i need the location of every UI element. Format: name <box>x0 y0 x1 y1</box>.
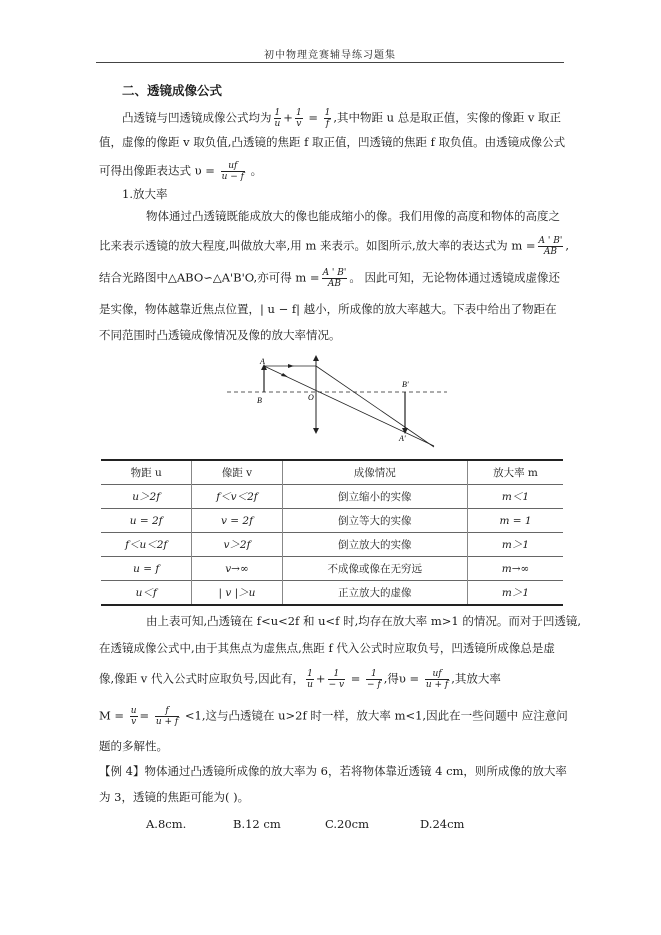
table-cell: f＜u＜2f <box>101 533 192 557</box>
table-header: 成像情况 <box>282 460 467 485</box>
table-header: 放大率 m <box>468 460 564 485</box>
subsection-heading: 1.放大率 <box>122 187 168 201</box>
para2-line1: 物体通过凸透镜既能成放大的像也能成缩小的像。我们用像的高度和物体的高度之 <box>146 209 560 223</box>
fraction: $\frac{1}{u}$ <box>274 108 281 129</box>
fraction: $\frac{f}{u + f}$ <box>155 706 179 727</box>
table-cell: m = 1 <box>468 509 564 533</box>
lens-ray-diagram <box>222 355 452 450</box>
table-row <box>101 509 563 533</box>
table-cell: m→∞ <box>468 557 564 581</box>
para3-line2: 在透镜成像公式中,由于其焦点为虚焦点,焦距 f 代入公式时应取负号，凹透镜所成像总是虚 <box>99 641 555 655</box>
para3-line1: 由上表可知,凸透镜在 f<u<2f 和 u<f 时,均存在放大率 m>1 的情况。而对于凹透镜, <box>146 614 582 628</box>
running-header: 初中物理竞赛辅导练习题集 <box>264 50 396 61</box>
para2-line5: 不同范围时凸透镜成像情况及像的放大率情况。 <box>99 328 341 342</box>
para1-line1: 凸透镜与凹透镜成像公式均为 $\frac{1}{u}$ + $\frac{1}{v}$ = $\frac{1}{f}$ ,其中物距 u 总是取正值，实像的像距 v 取正 <box>122 108 562 129</box>
ray-arrow-1 <box>288 364 294 368</box>
ray-refracted <box>316 366 434 447</box>
section-heading: 二、透镜成像公式 <box>122 83 223 98</box>
para1-line3: 可得出像距表达式 υ = $\frac{uf}{u - f}$ 。 <box>99 161 263 182</box>
table-header-row <box>101 460 563 485</box>
table-cell: m＞1 <box>468 581 564 606</box>
fraction: $\frac{uf}{u - f}$ <box>221 161 244 182</box>
table-cell: | v |＞u <box>192 581 282 606</box>
table-header: 像距 v <box>192 460 282 485</box>
table-row <box>101 485 563 509</box>
label-A-prime: A' <box>399 434 406 443</box>
imaging-table <box>101 459 563 606</box>
label-A: A <box>260 357 265 366</box>
label-B: B <box>257 396 262 405</box>
table-cell: v = 2f <box>192 509 282 533</box>
table-cell: u = 2f <box>101 509 192 533</box>
table-header: 物距 u <box>101 460 192 485</box>
fraction: $\frac{1}{v}$ <box>295 108 302 129</box>
para2-line2: 比来表示透镜的放大程度,叫做放大率,用 m 来表示。如图所示,放大率的表达式为 m = $\frac{A ' B'}{AB}$ , <box>99 236 569 257</box>
table-row <box>101 581 563 606</box>
table-cell: u＞2f <box>101 485 192 509</box>
para3-line4: M = $\frac{u}{v}$ = $\frac{f}{u + f}$ <1,这与凸透镜在 u>2f 时一样，放大率 m<1,因此在一些问题中 应注意问 <box>99 706 568 727</box>
lens-top-arrow <box>313 355 319 361</box>
option-d: D.24cm <box>420 817 465 831</box>
fraction: $\frac{1}{- v}$ <box>328 669 345 690</box>
para3-line3: 像,像距 v 代入公式时应取负号,因此有， $\frac{1}{u}$ + $\frac{1}{- v}$ = $\frac{1}{- f}$ ,得υ = $\frac{uf}{u + f}$ ,其放大率 <box>99 669 501 690</box>
fraction: $\frac{1}{f}$ <box>324 108 331 129</box>
ray-center <box>264 366 434 446</box>
table-cell: 不成像或像在无穷远 <box>282 557 467 581</box>
table-row <box>101 533 563 557</box>
fraction: $\frac{1}{u}$ <box>307 669 313 690</box>
table-cell: f＜v＜2f <box>192 485 282 509</box>
fraction: $\frac{uf}{u + f}$ <box>425 669 449 690</box>
option-c: C.20cm <box>325 817 370 831</box>
table-cell: v＞2f <box>192 533 282 557</box>
table-cell: u＜f <box>101 581 192 606</box>
option-a: A.8cm. <box>146 817 187 831</box>
header-rule <box>96 62 564 63</box>
fraction: $\frac{u}{v}$ <box>130 706 137 727</box>
example-line2: 为 3，透镜的焦距可能为( )。 <box>99 790 250 804</box>
table-cell: 倒立放大的实像 <box>282 533 467 557</box>
table-cell: m＜1 <box>468 485 564 509</box>
fraction: $\frac{A ' B'}{AB}$ <box>538 236 563 257</box>
table-cell: 正立放大的虚像 <box>282 581 467 606</box>
table-cell: u = f <box>101 557 192 581</box>
label-O: O <box>308 393 314 402</box>
label-B-prime: B' <box>402 380 409 389</box>
para2-line3: 结合光路图中△ABO∽△A'B'O,亦可得 m = $\frac{A ' B'}{AB}$ 。 因此可知，无论物体通过透镜成虚像还 <box>99 268 561 289</box>
para3-line5: 题的多解性。 <box>99 739 168 753</box>
table-row <box>101 557 563 581</box>
fraction: $\frac{A ' B'}{AB}$ <box>322 268 347 289</box>
para2-line4: 是实像，物体越靠近焦点位置，| u − f| 越小，所成像的放大率越大。下表中给出了物距在 <box>99 302 557 316</box>
option-b: B.12 cm <box>233 817 281 831</box>
lens-bottom-arrow <box>313 428 319 434</box>
para1-line2: 值，虚像的像距 v 取负值,凸透镜的焦距 f 取正值，凹透镜的焦距 f 取负值。由透镜成像公式 <box>99 135 566 149</box>
table-cell: 倒立等大的实像 <box>282 509 467 533</box>
table-cell: v→∞ <box>192 557 282 581</box>
table-cell: m＞1 <box>468 533 564 557</box>
table-cell: 倒立缩小的实像 <box>282 485 467 509</box>
fraction: $\frac{1}{- f}$ <box>367 669 381 690</box>
ray-arrow-2 <box>281 373 288 377</box>
example-line1: 【例 4】物体通过凸透镜所成像的放大率为 6，若将物体靠近透镜 4 cm，则所成像的放大率 <box>99 764 567 778</box>
